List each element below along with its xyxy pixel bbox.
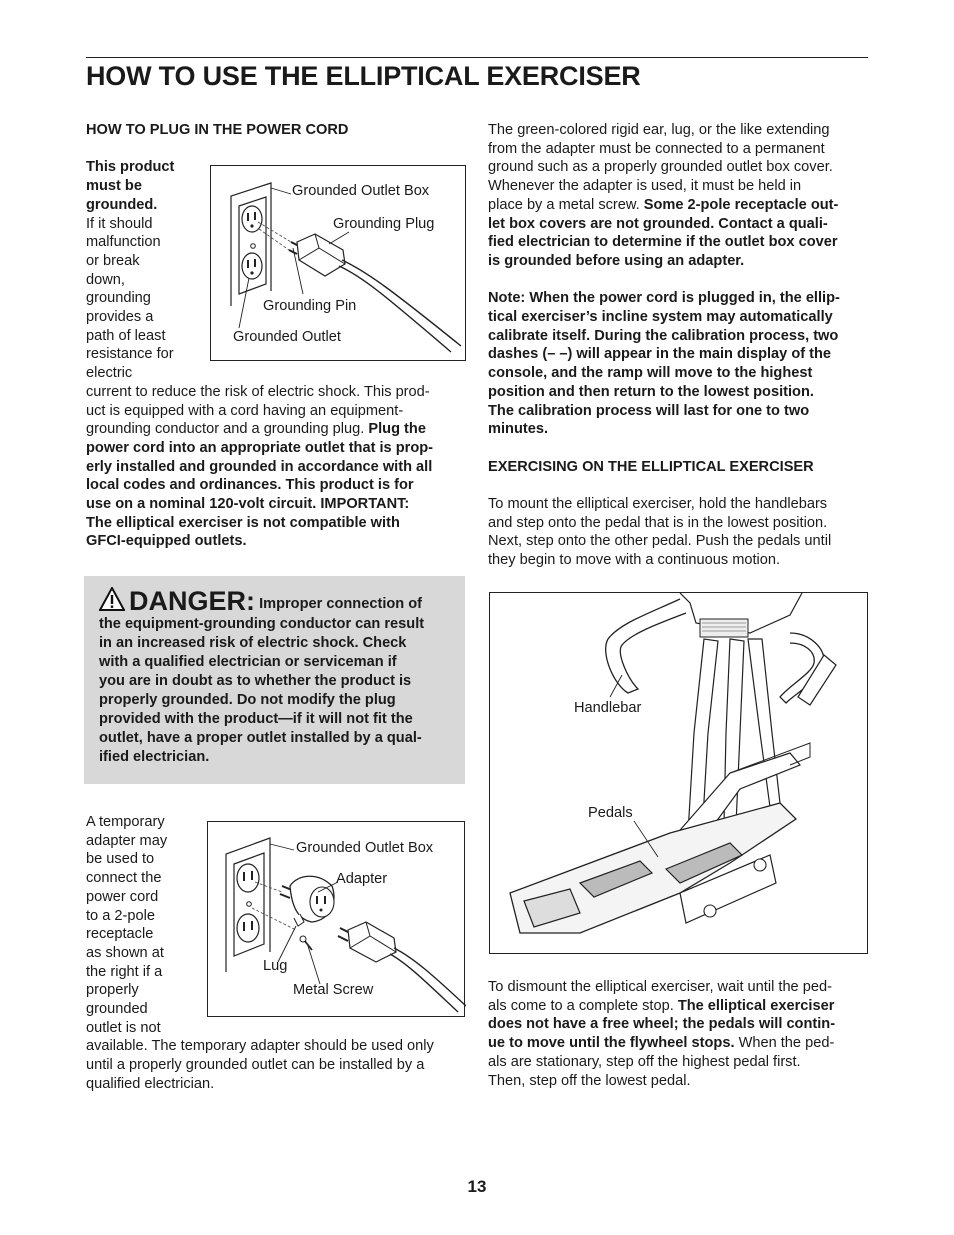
body-line: current to reduce the risk of electric shock. This prod- [86,383,430,400]
body-line: GFCI-equipped outlets. [86,533,247,550]
danger-line: ified electrician. [99,749,210,765]
body-line: does not have a free wheel; the pedals will contin- [488,1016,836,1033]
body-line: qualified electrician. [86,1075,215,1092]
body-line: and step onto the pedal that is in the lowest position. [488,514,828,531]
danger-line: in an increased risk of electric shock. Check [99,635,407,651]
body-line: until a properly grounded outlet can be installed by a [86,1057,425,1074]
body-line: from the adapter must be connected to a permanent [488,140,825,157]
section-heading-exercising: EXERCISING ON THE ELLIPTICAL EXERCISER [488,458,814,475]
flow-line: or break [86,252,140,269]
body-line: let box covers are not grounded. Contact a quali- [488,215,828,232]
mount-paragraph [488,495,870,570]
body-line: fied electrician to determine if the outlet box cover [488,234,838,251]
label-grounding-plug: Grounding Plug [333,216,435,232]
danger-line: properly grounded. Do not modify the plug [99,692,396,708]
right-column [488,121,870,570]
flow-line: grounded [86,1001,148,1018]
label-handlebar: Handlebar [574,700,642,716]
note-line: dashes (– –) will appear in the main display of the [488,346,832,363]
note-line: The calibration process will last for one to two [488,402,810,419]
flow-line: This product [86,159,175,176]
calibration-note [488,289,870,439]
flow-line: resistance for [86,346,174,363]
flow-line: receptacle [86,926,154,943]
body-line: The elliptical exerciser is not compatible with [86,514,400,531]
body-line: The green-colored rigid ear, lug, or the like extending [488,122,830,138]
body-line: Then, step off the lowest pedal. [488,1072,691,1089]
note-line: minutes. [488,421,549,438]
danger-line: outlet, have a proper outlet installed by a qual- [99,730,422,746]
danger-first-line: DANGER: Improper connection of [99,587,455,615]
grounding-full-text [86,383,466,551]
danger-warning-box [84,576,465,784]
flow-line: outlet is not [86,1019,161,1036]
flow-line: grounded. [86,196,158,213]
danger-line: you are in doubt as to whether the product is [99,673,412,689]
label-grounded-outlet: Grounded Outlet [233,329,341,345]
body-line: grounding conductor and a grounding plug. Plug the [86,421,426,438]
danger-line: provided with the product—if it will not fit the [99,711,413,727]
body-line: Next, step onto the other pedal. Push the pedals until [488,533,832,550]
note-line: position and then return to the lowest position. [488,383,814,400]
label-grounded-outlet-box: Grounded Outlet Box [292,183,430,199]
body-line: use on a nominal 120-volt circuit. IMPORTANT: [86,496,410,513]
flow-line: provides a [86,309,154,326]
body-line: they begin to move with a continuous motion. [488,552,781,569]
body-line: als are stationary, step off the highest pedal first. [488,1053,801,1070]
label-metal-screw: Metal Screw [293,982,374,998]
adapter-paragraph [488,121,870,271]
flow-line: down, [86,271,125,288]
flow-line: electric [86,365,133,382]
label-pedals: Pedals [588,805,633,821]
figure-grounded-outlet [210,165,466,361]
danger-line: with a qualified electrician or serviceman if [99,654,397,670]
danger-word: DANGER: [129,586,255,616]
body-line: To dismount the elliptical exerciser, wait until the ped- [488,979,832,995]
note-line: Note: When the power cord is plugged in, the ellip- [488,290,840,307]
body-line: Whenever the adapter is used, it must be held in [488,178,802,195]
body-line: als come to a complete stop. The elliptical exerciser [488,997,835,1014]
page-title: HOW TO USE THE ELLIPTICAL EXERCISER [86,61,641,91]
title-rule [86,57,868,58]
flow-line: to a 2-pole [86,907,155,924]
flow-line: power cord [86,888,159,905]
note-line: tical exerciser’s incline system may automatically [488,309,833,326]
body-line: uct is equipped with a cord having an equipment- [86,402,404,419]
flow-line: adapter may [86,832,168,849]
elliptical-drawing [490,593,869,955]
flow-line: path of least [86,327,166,344]
flow-line: A temporary [86,814,165,830]
label-adapter: Adapter [336,871,388,887]
flow-line: must be [86,178,142,195]
warning-triangle-icon [99,587,125,611]
body-line: power cord into an appropriate outlet that is prop- [86,439,434,456]
body-line: erly installed and grounded in accordance with all [86,458,433,475]
body-line: ground such as a properly grounded outlet box cover. [488,159,833,176]
label-lug: Lug [263,958,288,974]
note-line: console, and the ramp will move to the highest [488,365,813,382]
flow-line: properly [86,982,139,999]
flow-line: connect the [86,870,162,887]
body-line: local codes and ordinances. This product is for [86,477,414,494]
dismount-paragraph [488,978,870,1090]
flow-line: grounding [86,290,151,307]
page-number: 13 [467,1177,487,1196]
body-line: ue to move until the flywheel stops. When the ped- [488,1035,835,1052]
body-line: place by a metal screw. Some 2-pole receptacle out- [488,196,839,213]
note-line: calibrate itself. During the calibration process, two [488,327,839,344]
section-heading-power-cord: HOW TO PLUG IN THE POWER CORD [86,122,349,138]
label-grounded-outlet-box: Grounded Outlet Box [296,840,434,856]
flow-line: malfunction [86,234,161,251]
figure-elliptical-exerciser [489,592,868,954]
flow-line: the right if a [86,963,163,980]
body-line: available. The temporary adapter should be used only [86,1038,434,1055]
flow-line: be used to [86,851,155,868]
danger-text [99,587,455,767]
body-line: is grounded before using an adapter. [488,252,745,269]
flow-line: If it should [86,215,153,232]
label-grounding-pin: Grounding Pin [263,298,357,314]
danger-line: the equipment-grounding conductor can result [99,616,425,632]
figure-adapter [207,821,465,1017]
body-line: To mount the elliptical exerciser, hold the handlebars [488,496,828,513]
flow-line: as shown at [86,944,164,961]
